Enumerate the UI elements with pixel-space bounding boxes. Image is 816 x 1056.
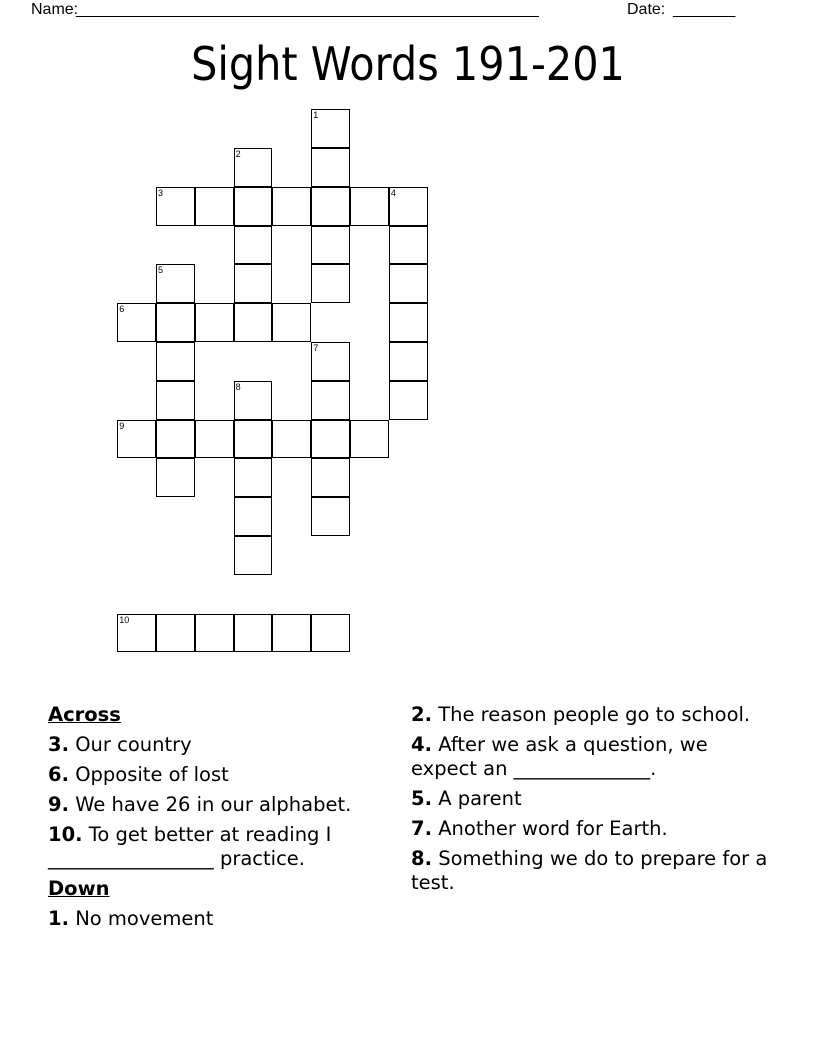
grid-cell[interactable] <box>311 381 350 420</box>
clue-text: To get better at reading I _________________ practice. <box>48 823 332 870</box>
grid-cell[interactable] <box>234 303 273 342</box>
down-clue <box>411 733 771 781</box>
down-clue <box>411 703 771 727</box>
across-clue <box>48 823 393 871</box>
clue-number: 3 <box>158 187 164 198</box>
grid-cell[interactable] <box>311 148 350 187</box>
grid-cell[interactable] <box>156 381 195 420</box>
date-field[interactable]: _______ <box>673 1 736 18</box>
clues-right-column <box>411 703 771 901</box>
grid-cell[interactable] <box>156 420 195 459</box>
clue-number: 6 <box>119 304 125 315</box>
grid-cell[interactable] <box>156 264 195 303</box>
grid-cell[interactable] <box>234 187 273 226</box>
clue-number: 10 <box>119 614 130 625</box>
grid-cell[interactable] <box>195 187 234 226</box>
across-clue <box>48 793 393 817</box>
down-clue <box>48 907 393 931</box>
grid-cell[interactable] <box>389 303 428 342</box>
grid-cell[interactable] <box>117 303 156 342</box>
grid-cell[interactable] <box>156 303 195 342</box>
grid-cell[interactable] <box>156 614 195 653</box>
grid-cell[interactable] <box>234 614 273 653</box>
grid-cell[interactable] <box>311 187 350 226</box>
clue-text: A parent <box>438 787 522 810</box>
grid-cell[interactable] <box>117 614 156 653</box>
grid-cell[interactable] <box>389 187 428 226</box>
grid-cell[interactable] <box>156 458 195 497</box>
clue-number: 3. <box>48 733 69 756</box>
clue-text: We have 26 in our alphabet. <box>75 793 352 816</box>
grid-cell[interactable] <box>234 381 273 420</box>
grid-cell[interactable] <box>272 420 311 459</box>
clue-number: 8. <box>411 847 432 870</box>
clue-text: No movement <box>75 907 214 930</box>
clue-number: 7. <box>411 817 432 840</box>
clue-number: 6. <box>48 763 69 786</box>
clue-number: 8 <box>235 381 241 392</box>
grid-cell[interactable] <box>389 264 428 303</box>
grid-cell[interactable] <box>311 497 350 536</box>
across-clue <box>48 763 393 787</box>
clue-number: 7 <box>313 343 319 354</box>
grid-cell[interactable] <box>389 381 428 420</box>
grid-cell[interactable] <box>117 420 156 459</box>
grid-cell[interactable] <box>234 420 273 459</box>
page-title: Sight Words 191-201 <box>191 37 625 91</box>
clue-number: 9. <box>48 793 69 816</box>
down-clue <box>411 787 771 811</box>
grid-cell[interactable] <box>234 148 273 187</box>
clue-text: The reason people go to school. <box>438 703 751 726</box>
name-field[interactable]: ____________________________________________________ <box>76 1 539 18</box>
clue-text: Another word for Earth. <box>438 817 668 840</box>
clue-number: 1 <box>313 110 319 121</box>
grid-cell[interactable] <box>311 264 350 303</box>
grid-cell[interactable] <box>389 226 428 265</box>
name-label: Name: <box>31 1 79 18</box>
grid-cell[interactable] <box>311 458 350 497</box>
grid-cell[interactable] <box>156 187 195 226</box>
grid-cell[interactable] <box>156 342 195 381</box>
clue-number: 4 <box>390 187 396 198</box>
clue-text: Our country <box>75 733 192 756</box>
clue-number: 5 <box>158 265 164 276</box>
grid-cell[interactable] <box>195 420 234 459</box>
clue-number: 5. <box>411 787 432 810</box>
across-heading: Across <box>48 703 121 726</box>
across-clue <box>48 733 393 757</box>
grid-cell[interactable] <box>272 187 311 226</box>
clue-text: Something we do to prepare for a test. <box>411 847 768 894</box>
clue-number: 4. <box>411 733 432 756</box>
clue-number: 1. <box>48 907 69 930</box>
grid-cell[interactable] <box>195 303 234 342</box>
grid-cell[interactable] <box>272 614 311 653</box>
grid-cell[interactable] <box>234 264 273 303</box>
grid-cell[interactable] <box>311 226 350 265</box>
clue-number: 10. <box>48 823 83 846</box>
clue-number: 9 <box>119 420 125 431</box>
grid-cell[interactable] <box>389 342 428 381</box>
grid-cell[interactable] <box>311 614 350 653</box>
grid-cell[interactable] <box>272 303 311 342</box>
grid-cell[interactable] <box>311 342 350 381</box>
clue-number: 2. <box>411 703 432 726</box>
clue-text: After we ask a question, we expect an ______________. <box>411 733 708 780</box>
date-label: Date: <box>627 1 666 18</box>
down-heading: Down <box>48 877 110 900</box>
clue-text: Opposite of lost <box>75 763 229 786</box>
clue-number: 2 <box>235 149 241 160</box>
down-clue <box>411 847 771 895</box>
down-clue <box>411 817 771 841</box>
grid-cell[interactable] <box>234 458 273 497</box>
grid-cell[interactable] <box>234 536 273 575</box>
grid-cell[interactable] <box>234 497 273 536</box>
clues-left-column <box>48 703 393 937</box>
grid-cell[interactable] <box>311 420 350 459</box>
grid-cell[interactable] <box>350 187 389 226</box>
grid-cell[interactable] <box>234 226 273 265</box>
grid-cell[interactable] <box>311 109 350 148</box>
grid-cell[interactable] <box>195 614 234 653</box>
grid-cell[interactable] <box>350 420 389 459</box>
